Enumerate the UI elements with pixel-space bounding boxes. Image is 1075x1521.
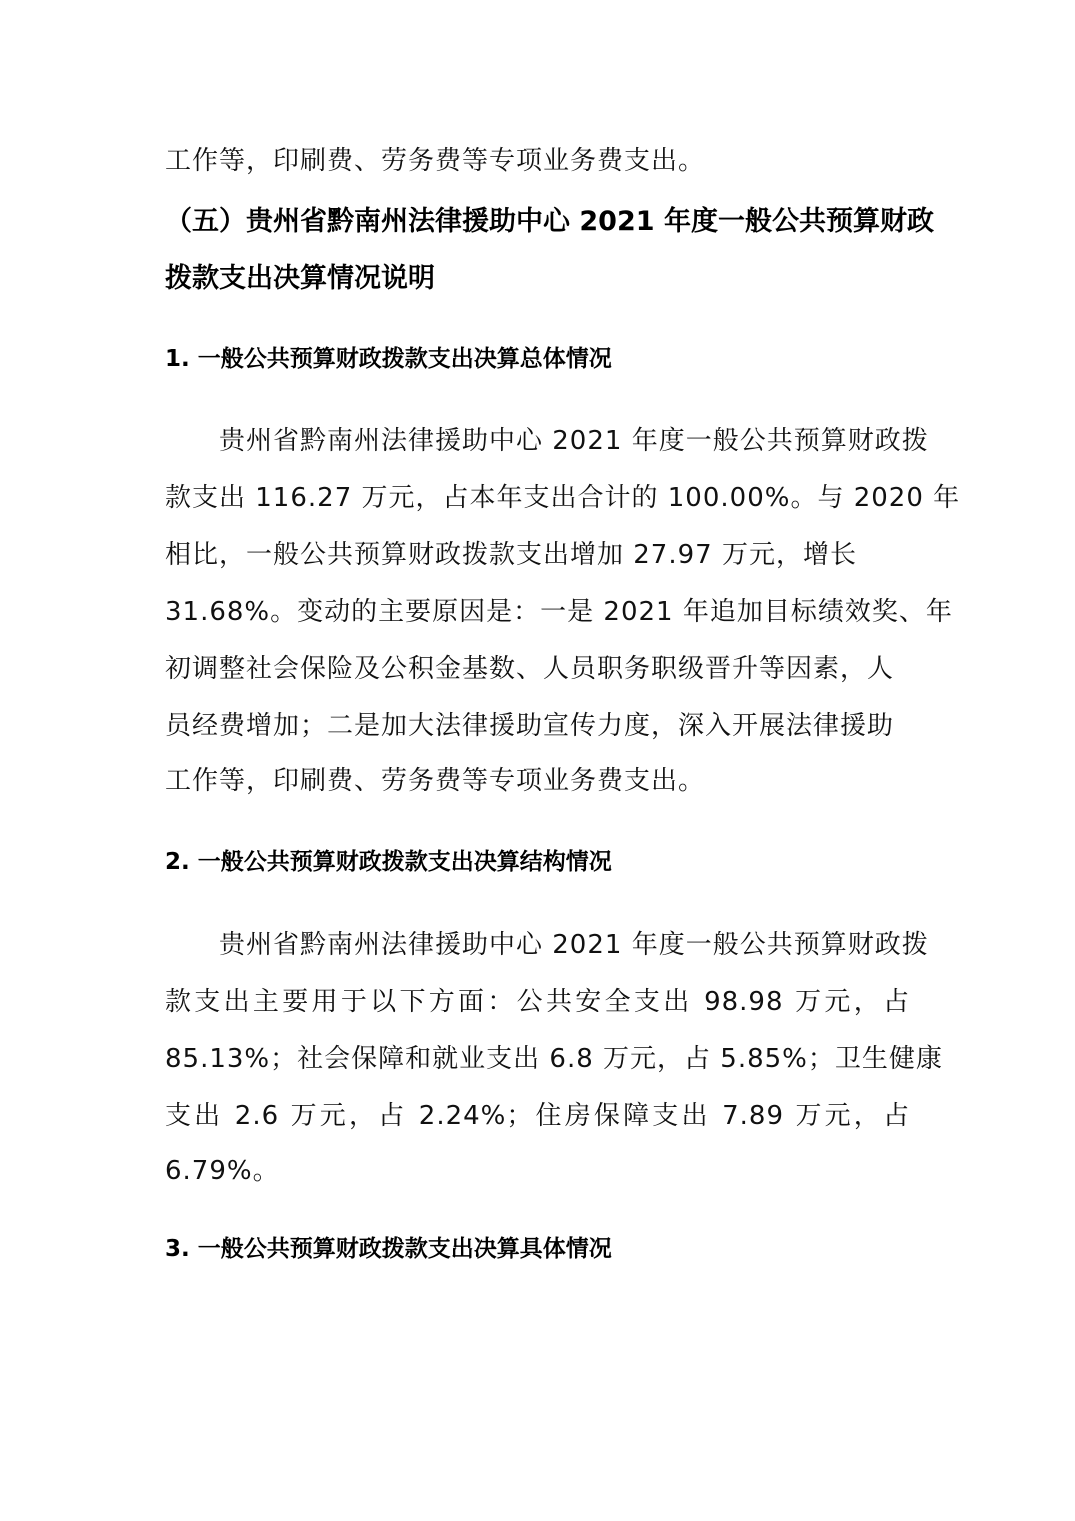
paragraph-1-line: 贵州省黔南州法律援助中心 2021 年度一般公共预算财政拨 bbox=[165, 426, 929, 456]
paragraph-2-line: 85.13%；社会保障和就业支出 6.8 万元，占 5.85%；卫生健康 bbox=[165, 1044, 943, 1074]
section-title-line-2: 拨款支出决算情况说明 bbox=[165, 263, 435, 294]
paragraph-1-line: 31.68%。变动的主要原因是：一是 2021 年追加目标绩效奖、年 bbox=[165, 597, 953, 627]
paragraph-1-line: 初调整社会保险及公积金基数、人员职务职级晋升等因素，人 bbox=[165, 654, 895, 684]
subsection-heading-2: 2. 一般公共预算财政拨款支出决算结构情况 bbox=[165, 849, 612, 875]
paragraph-1-line: 员经费增加；二是加大法律援助宣传力度，深入开展法律援助 bbox=[165, 711, 895, 741]
paragraph-2-line: 6.79%。 bbox=[165, 1156, 280, 1186]
paragraph-2-line: 款支出主要用于以下方面：公共安全支出 98.98 万元，占 bbox=[165, 987, 910, 1017]
subsection-heading-3: 3. 一般公共预算财政拨款支出决算具体情况 bbox=[165, 1236, 612, 1262]
subsection-heading-1: 1. 一般公共预算财政拨款支出决算总体情况 bbox=[165, 346, 612, 372]
paragraph-1-line: 相比，一般公共预算财政拨款支出增加 27.97 万元，增长 bbox=[165, 540, 857, 570]
continuation-text: 工作等，印刷费、劳务费等专项业务费支出。 bbox=[165, 146, 706, 176]
section-title-line-1: （五）贵州省黔南州法律援助中心 2021 年度一般公共预算财政 bbox=[165, 206, 934, 237]
paragraph-1-line: 款支出 116.27 万元，占本年支出合计的 100.00%。与 2020 年 bbox=[165, 483, 961, 513]
paragraph-2-line: 贵州省黔南州法律援助中心 2021 年度一般公共预算财政拨 bbox=[165, 930, 929, 960]
paragraph-2-line: 支出 2.6 万元，占 2.24%；住房保障支出 7.89 万元，占 bbox=[165, 1101, 910, 1131]
paragraph-1-line: 工作等，印刷费、劳务费等专项业务费支出。 bbox=[165, 766, 706, 796]
